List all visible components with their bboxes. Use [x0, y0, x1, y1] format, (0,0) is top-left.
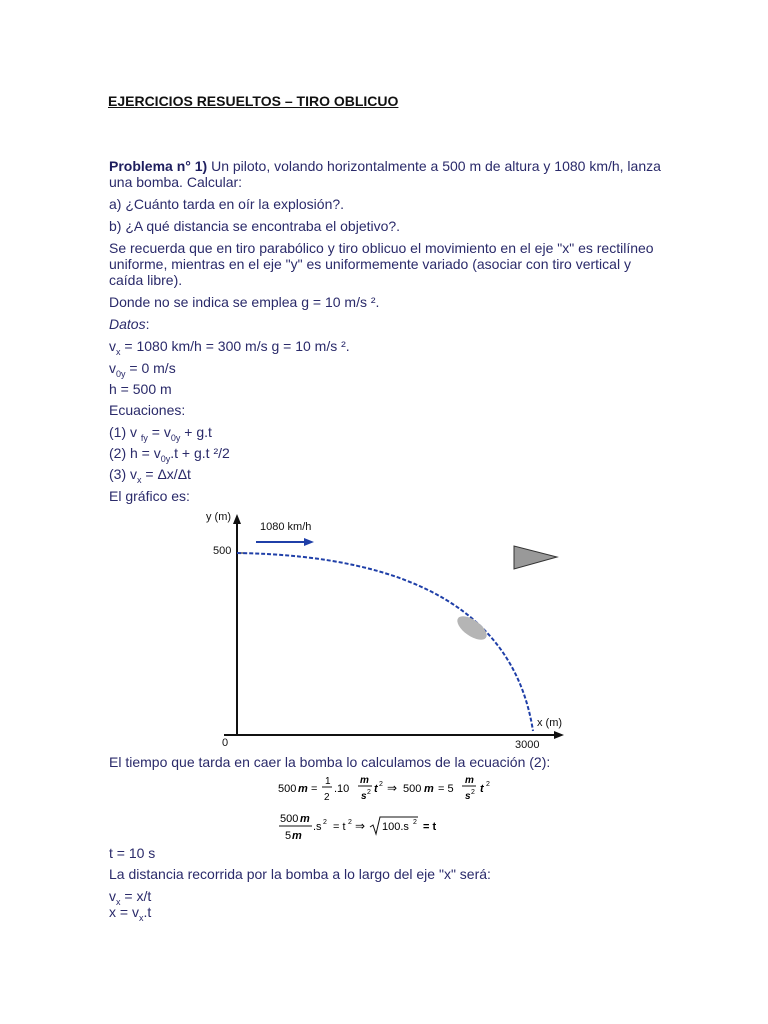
bomb-trajectory — [237, 553, 533, 731]
svg-text:t: t — [374, 783, 378, 795]
svg-text:2: 2 — [471, 789, 475, 796]
svg-text:2: 2 — [348, 819, 352, 826]
y-axis-label: y (m) — [206, 511, 232, 523]
svg-text:= t: = t — [333, 821, 346, 833]
graph-intro: El gráfico es: — [109, 488, 190, 504]
problem-statement-line-2: una bomba. Calcular: — [109, 174, 243, 190]
svg-text:= t: = t — [423, 821, 437, 833]
vx-equation: $v_x = x/t$ — [109, 888, 152, 907]
y-tick-500: 500 — [213, 545, 232, 557]
svg-text:2: 2 — [413, 819, 417, 826]
svg-text:2: 2 — [323, 819, 327, 826]
velocity-arrowhead — [304, 538, 314, 546]
problem-label: Problema n° 1) — [109, 158, 208, 174]
gravity-note: Donde no se indica se emplea g = 10 m/s ². — [109, 294, 380, 310]
svg-text:2: 2 — [486, 781, 490, 788]
svg-text:500: 500 — [278, 783, 297, 795]
datos-h: h = 500 m — [109, 381, 172, 397]
svg-text:m: m — [300, 813, 310, 825]
svg-text:=: = — [311, 783, 318, 795]
equation-1: (1) v $_{fy} = v_{0y} + g.t$ — [109, 424, 212, 443]
equation-time-derivation-2 — [278, 810, 458, 846]
svg-text:500: 500 — [280, 813, 299, 825]
svg-text:m: m — [465, 775, 474, 786]
svg-text:m: m — [298, 783, 308, 795]
svg-text:2: 2 — [324, 792, 330, 803]
question-a: a) ¿Cuánto tarda en oír la explosión?. — [109, 196, 345, 212]
time-intro: El tiempo que tarda en caer la bomba lo calculamos de la ecuación (2): — [109, 754, 551, 770]
question-b: b) ¿A qué distancia se encontraba el objetivo?. — [109, 218, 401, 234]
note-line-2: uniforme, mientras en el eje "y" es uniformemente variado (asociar con tiro vertical y — [109, 256, 631, 272]
x-axis-arrowhead — [554, 731, 564, 739]
svg-text:1: 1 — [325, 776, 331, 787]
svg-text:.s: .s — [313, 821, 322, 833]
x-equation: $x = v_x.t$ — [109, 904, 152, 923]
svg-text:2: 2 — [367, 789, 371, 796]
svg-text:⇒: ⇒ — [355, 819, 366, 833]
svg-text:m: m — [360, 775, 369, 786]
time-result: t = 10 s — [109, 845, 156, 861]
svg-text:5: 5 — [285, 830, 292, 842]
svg-text:100.s: 100.s — [382, 821, 409, 833]
svg-text:s: s — [465, 791, 471, 802]
svg-text:500: 500 — [403, 783, 422, 795]
ecuaciones-heading: Ecuaciones: — [109, 402, 186, 418]
svg-text:m: m — [292, 830, 302, 842]
svg-text:= 5: = 5 — [438, 783, 454, 795]
origin-label: 0 — [222, 737, 229, 749]
note-line-1: Se recuerda que en tiro parabólico y tiro oblicuo el movimiento en el eje "x" es rectilíneo — [109, 240, 654, 256]
note-line-3: caída libre). — [109, 272, 183, 288]
svg-text:m: m — [424, 783, 434, 795]
y-axis-arrowhead — [233, 514, 241, 524]
velocity-label: 1080 km/h — [260, 521, 312, 533]
distance-intro: La distancia recorrida por la bomba a lo largo del eje "x" será: — [109, 866, 491, 882]
svg-text:.10: .10 — [334, 783, 350, 795]
datos-heading: Datos: — [109, 316, 150, 332]
problem-statement-line-1: Problema n° 1) Un piloto, volando horizontalmente a 500 m de altura y 1080 km/h, lanza — [109, 158, 661, 174]
x-axis-label: x (m) — [537, 717, 563, 729]
datos-vx: $v_x = 1080$ km/h = 300 m/s g = 10 m/s ². — [109, 338, 350, 357]
equation-3: (3) $v_x = \Delta x/\Delta t$ — [109, 466, 191, 485]
equation-2: (2) $h = v_{0y}.t + g.t$ ²/2 — [109, 445, 230, 464]
svg-text:⇒: ⇒ — [387, 781, 398, 795]
airplane — [514, 546, 557, 569]
document-title: EJERCICIOS RESUELTOS – TIRO OBLICUO — [108, 93, 399, 109]
bomb — [453, 612, 490, 645]
trajectory-graph — [196, 502, 576, 757]
equation-time-derivation-1 — [276, 772, 506, 808]
x-tick-3000: 3000 — [515, 739, 540, 751]
svg-text:t: t — [480, 783, 484, 795]
datos-v0y: $v_{0y} = 0$ m/s — [109, 360, 176, 379]
svg-text:s: s — [361, 791, 367, 802]
svg-text:2: 2 — [379, 781, 383, 788]
